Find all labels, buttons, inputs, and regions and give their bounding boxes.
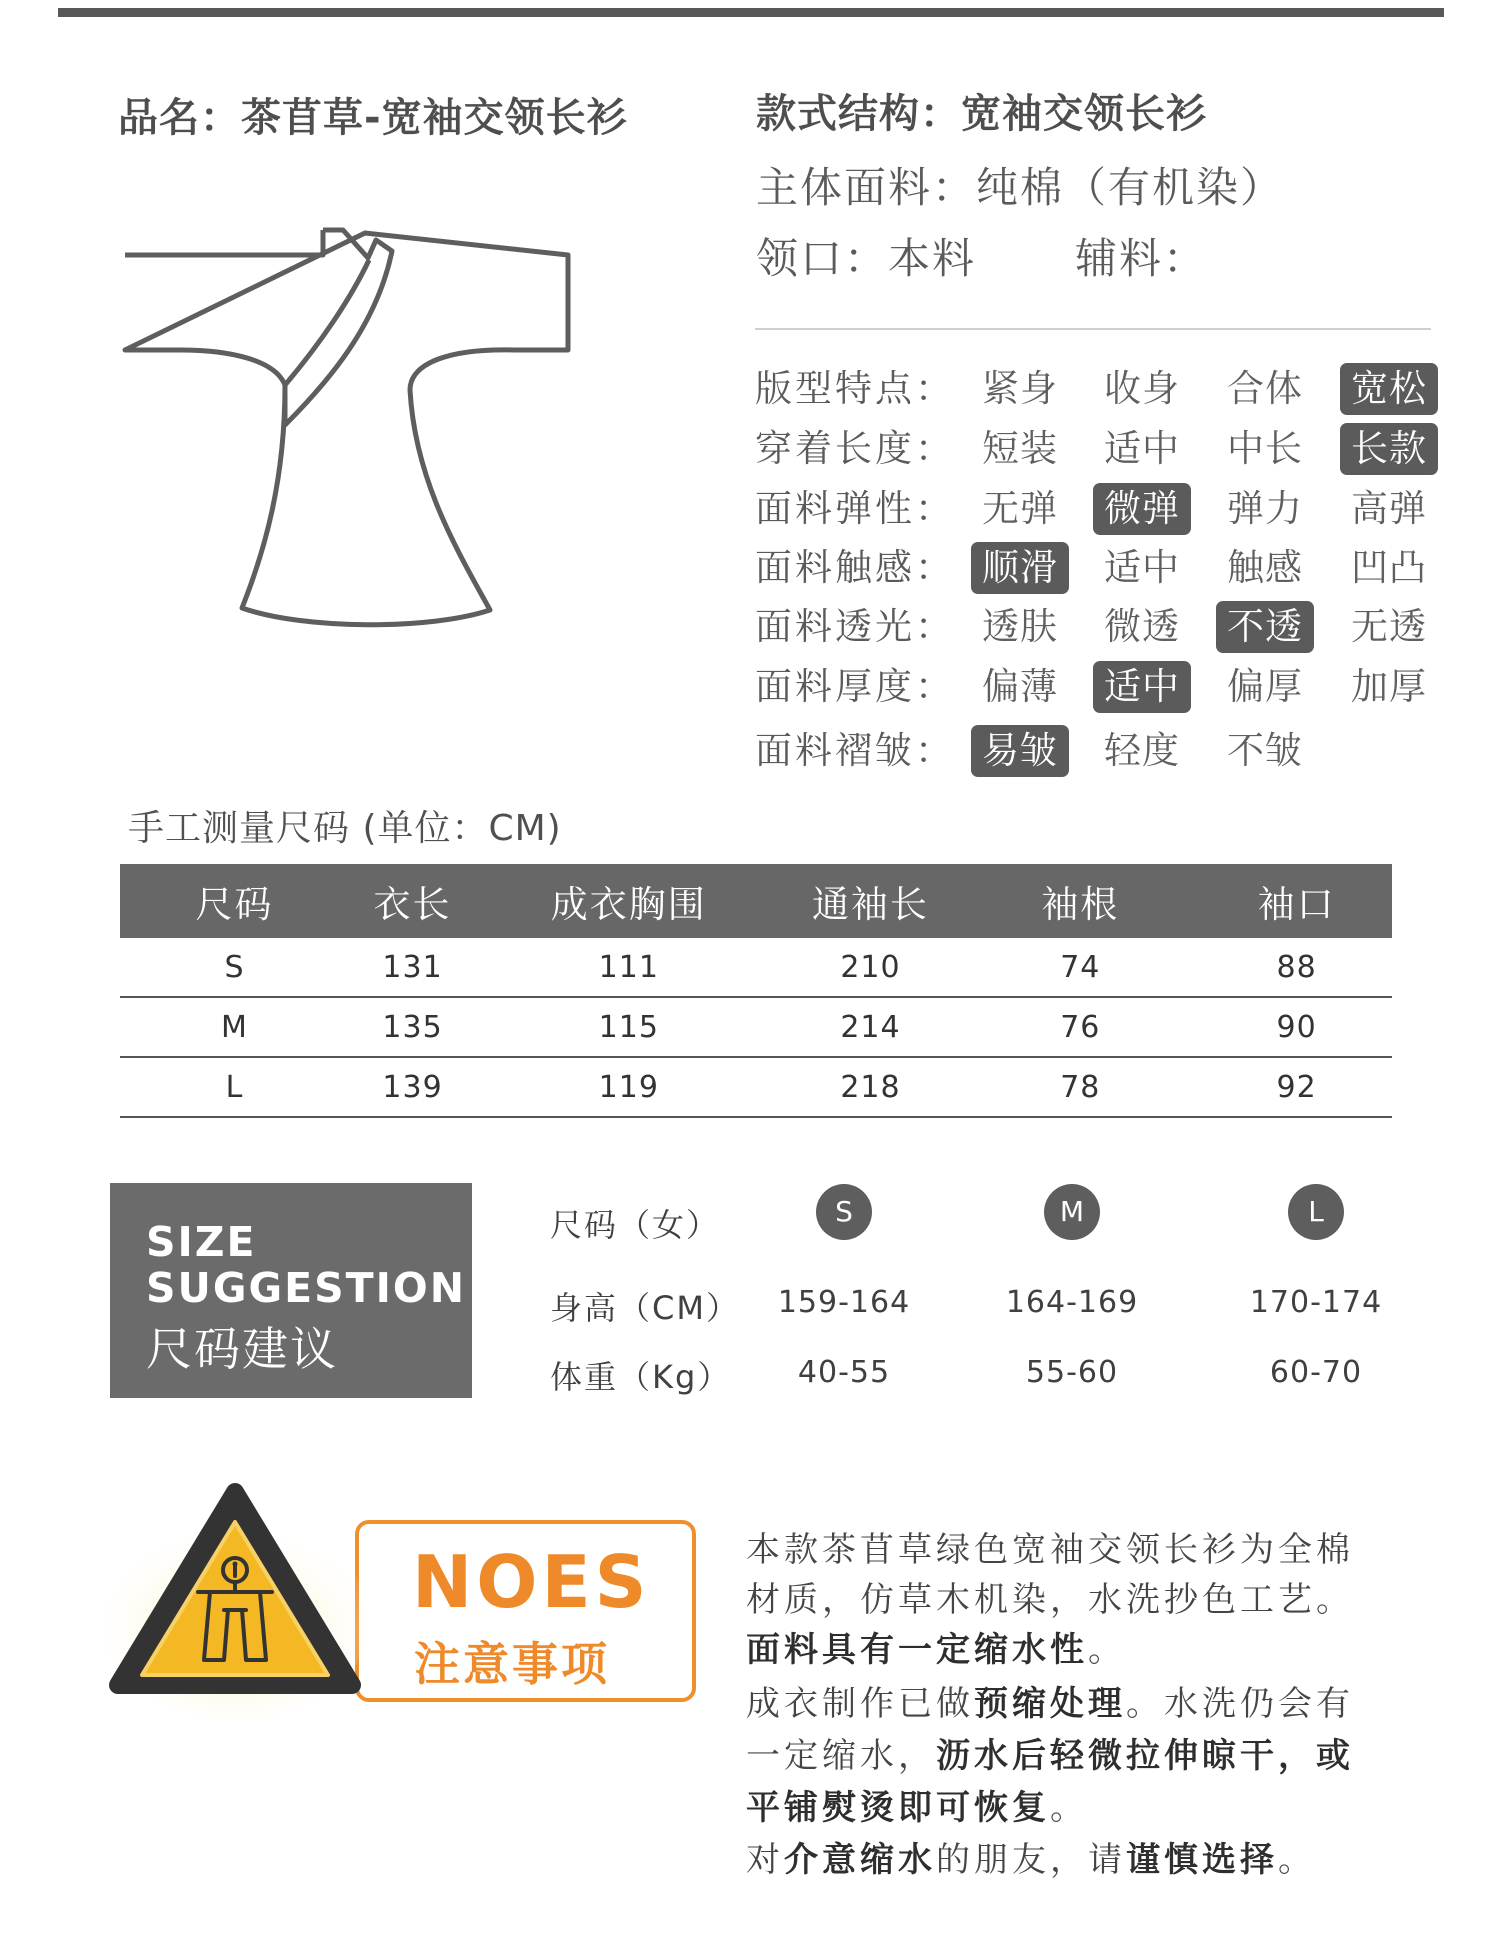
attribute-option: 不皱 xyxy=(1227,729,1303,772)
attribute-option-selected: 长款 xyxy=(1340,423,1438,475)
warning-triangle-icon xyxy=(100,1470,370,1720)
note-segment: 。水洗仍会有 xyxy=(1126,1684,1354,1724)
note-line xyxy=(746,1780,1088,1829)
table-cell: 74 xyxy=(959,938,1201,997)
table-cell: 115 xyxy=(476,997,781,1057)
attribute-row xyxy=(755,601,1455,653)
header-cell: 衣长 xyxy=(349,864,476,938)
weight-m: 55-60 xyxy=(1025,1355,1119,1390)
size-badge-m: M xyxy=(1044,1184,1100,1240)
table-row xyxy=(120,997,1392,1057)
attribute-row xyxy=(755,542,1455,594)
attribute-row xyxy=(755,423,1455,475)
table-cell: 88 xyxy=(1201,938,1392,997)
size-table-header xyxy=(120,864,1392,938)
table-cell: 111 xyxy=(476,938,781,997)
table-cell: 78 xyxy=(959,1057,1201,1117)
attribute-option: 偏厚 xyxy=(1227,665,1303,708)
attribute-option: 短装 xyxy=(982,427,1058,470)
garment-outline-icon xyxy=(115,225,585,630)
note-segment: 本款茶苜草绿色宽袖交领长衫为全棉 xyxy=(746,1530,1354,1570)
height-s: 159-164 xyxy=(777,1285,911,1320)
note-segment: 。 xyxy=(1088,1630,1126,1670)
size-suggestion-cn: 尺码建议 xyxy=(146,1322,338,1376)
attribute-option: 收身 xyxy=(1104,367,1180,410)
note-line xyxy=(746,1572,1354,1621)
attribute-option: 凹凸 xyxy=(1351,546,1427,589)
table-cell: 131 xyxy=(349,938,476,997)
table-row xyxy=(120,1057,1392,1117)
header-cell: 尺码 xyxy=(120,864,349,938)
table-cell: 76 xyxy=(959,997,1201,1057)
header-cell: 袖根 xyxy=(959,864,1201,938)
note-segment: 。 xyxy=(1278,1840,1316,1880)
table-cell: 92 xyxy=(1201,1057,1392,1117)
notes-title-cn: 注意事项 xyxy=(414,1637,610,1691)
divider xyxy=(755,328,1431,330)
note-segment: 材质，仿草木机染，水洗抄色工艺。 xyxy=(746,1580,1354,1620)
attribute-label: 面料透光： xyxy=(755,605,955,648)
table-row xyxy=(120,938,1392,997)
note-line xyxy=(746,1676,1354,1725)
note-segment: 一定缩水， xyxy=(746,1736,936,1776)
note-segment: 的朋友，请 xyxy=(936,1840,1126,1880)
attribute-row xyxy=(755,725,1455,777)
style-structure: 款式结构：宽袖交领长衫 xyxy=(756,91,1207,137)
table-cell: 90 xyxy=(1201,997,1392,1057)
note-line xyxy=(746,1832,1316,1881)
attribute-row xyxy=(755,483,1455,535)
header-cell: 成衣胸围 xyxy=(476,864,781,938)
size-suggestion-en-2: SUGGESTION xyxy=(146,1264,467,1312)
accessory-material: 辅料： xyxy=(1075,234,1208,283)
attribute-option: 加厚 xyxy=(1351,665,1427,708)
attribute-label: 面料厚度： xyxy=(755,665,955,708)
attribute-label: 面料褶皱： xyxy=(755,729,955,772)
note-segment: 对 xyxy=(746,1840,784,1880)
collar-material: 领口：本料 xyxy=(756,234,977,283)
size-badge-s: S xyxy=(816,1184,872,1240)
attribute-option: 轻度 xyxy=(1104,729,1180,772)
attribute-option: 微透 xyxy=(1104,605,1180,648)
table-cell: 210 xyxy=(781,938,959,997)
size-badge-l: L xyxy=(1288,1184,1344,1240)
attribute-label: 版型特点： xyxy=(755,367,955,410)
note-emphasis: 面料具有一定缩水性 xyxy=(746,1630,1088,1670)
header-cell: 袖口 xyxy=(1201,864,1392,938)
attribute-option-selected: 易皱 xyxy=(971,725,1069,777)
note-emphasis: 预缩处理 xyxy=(974,1684,1126,1724)
note-emphasis: 介意缩水 xyxy=(784,1840,936,1880)
attribute-label: 穿着长度： xyxy=(755,427,955,470)
attribute-option: 适中 xyxy=(1104,546,1180,589)
attribute-option-selected: 不透 xyxy=(1216,601,1314,653)
attribute-option: 弹力 xyxy=(1227,487,1303,530)
attribute-row xyxy=(755,363,1455,415)
size-label: 尺码（女） xyxy=(550,1206,721,1244)
weight-l: 60-70 xyxy=(1269,1355,1363,1390)
table-cell: 218 xyxy=(781,1057,959,1117)
note-line xyxy=(746,1522,1354,1571)
measurement-title: 手工测量尺码 (单位：CM) xyxy=(128,808,562,849)
attribute-option: 适中 xyxy=(1104,427,1180,470)
table-cell: 119 xyxy=(476,1057,781,1117)
attribute-option-selected: 顺滑 xyxy=(971,542,1069,594)
notes-title-en: NOES xyxy=(412,1540,651,1624)
note-segment: 成衣制作已做 xyxy=(746,1684,974,1724)
weight-s: 40-55 xyxy=(797,1355,891,1390)
note-emphasis: 谨慎选择 xyxy=(1126,1840,1278,1880)
height-l: 170-174 xyxy=(1249,1285,1383,1320)
weight-label: 体重（Kg） xyxy=(550,1358,732,1396)
attribute-option: 高弹 xyxy=(1351,487,1427,530)
attribute-option: 无弹 xyxy=(982,487,1058,530)
table-cell: S xyxy=(120,938,349,997)
note-line xyxy=(746,1728,1354,1777)
note-line xyxy=(746,1622,1126,1671)
attribute-option: 触感 xyxy=(1227,546,1303,589)
height-label: 身高（CM） xyxy=(550,1289,740,1327)
size-suggestion-en-1: SIZE xyxy=(146,1218,257,1266)
attribute-option-selected: 微弹 xyxy=(1093,483,1191,535)
header-cell: 通袖长 xyxy=(781,864,959,938)
table-cell: M xyxy=(120,997,349,1057)
attribute-label: 面料触感： xyxy=(755,546,955,589)
size-table xyxy=(120,864,1392,1118)
attribute-option: 合体 xyxy=(1227,367,1303,410)
table-cell: 135 xyxy=(349,997,476,1057)
top-bar xyxy=(58,8,1444,17)
attribute-option-selected: 适中 xyxy=(1093,661,1191,713)
attribute-option: 中长 xyxy=(1227,427,1303,470)
attribute-label: 面料弹性： xyxy=(755,487,955,530)
note-emphasis: 沥水后轻微拉伸晾干，或 xyxy=(936,1736,1354,1776)
attribute-option: 透肤 xyxy=(982,605,1058,648)
attribute-option-selected: 宽松 xyxy=(1340,363,1438,415)
attribute-option: 偏薄 xyxy=(982,665,1058,708)
attribute-row xyxy=(755,661,1455,713)
attribute-option: 紧身 xyxy=(982,367,1058,410)
note-segment: 。 xyxy=(1050,1788,1088,1828)
table-cell: 214 xyxy=(781,997,959,1057)
table-cell: L xyxy=(120,1057,349,1117)
size-suggestion-box xyxy=(110,1183,472,1398)
main-fabric: 主体面料：纯棉（有机染） xyxy=(756,163,1285,212)
note-emphasis: 平铺熨烫即可恢复 xyxy=(746,1788,1050,1828)
table-cell: 139 xyxy=(349,1057,476,1117)
attribute-option: 无透 xyxy=(1351,605,1427,648)
product-name: 品名：茶苜草-宽袖交领长衫 xyxy=(118,95,628,141)
height-m: 164-169 xyxy=(1005,1285,1139,1320)
